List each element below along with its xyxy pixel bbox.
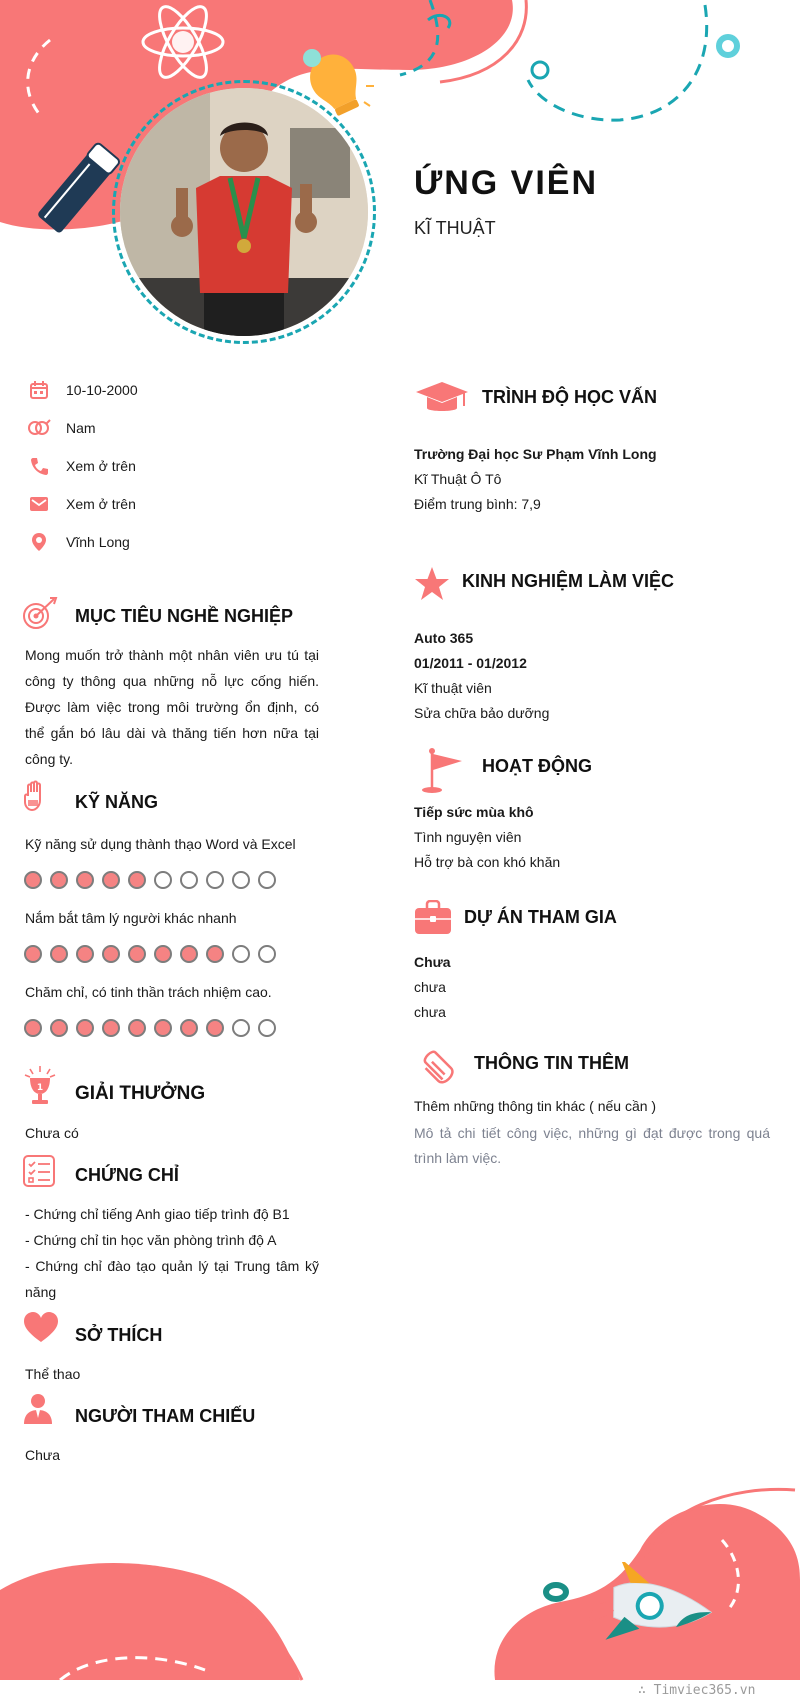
rating-dot-empty: [232, 945, 250, 963]
rating-dot-empty: [258, 945, 276, 963]
career-goal-text: Mong muốn trở thành một nhân viên ưu tú tại công ty thông qua những nỗ lực cống hiến. Được làm việc trong môi trường ổn định, có thể gắn bó lâu dài và thăng tiến hơn nữa tại công ty.: [25, 647, 319, 767]
rating-dot-filled: [76, 871, 94, 889]
birthday-value: 10-10-2000: [66, 382, 138, 398]
pencil-icon: [32, 140, 122, 240]
svg-text:1: 1: [36, 1083, 44, 1093]
email-value: Xem ở trên: [66, 496, 136, 512]
info-row-email: [26, 491, 136, 517]
info-row-birthday: [26, 377, 138, 403]
skill-label-word-excel: Kỹ năng sử dụng thành thạo Word và Excel: [25, 836, 296, 852]
location-value: Vĩnh Long: [66, 534, 130, 550]
awards-text: Chưa có: [25, 1125, 79, 1141]
project-line-2: chưa: [414, 1004, 446, 1020]
projects-title: DỰ ÁN THAM GIA: [464, 907, 617, 927]
projects-block: [414, 950, 451, 1025]
activities-block: [414, 800, 560, 875]
skill-label-diligence: Chăm chỉ, có tinh thần trách nhiệm cao.: [25, 984, 272, 1000]
additional-info-block: [414, 1094, 770, 1171]
rating-dot-filled: [180, 945, 198, 963]
candidate-photo: [120, 88, 368, 336]
rating-dot-empty: [154, 871, 172, 889]
education-block: [414, 442, 657, 517]
rating-dot-filled: [102, 1019, 120, 1037]
rating-dot-filled: [128, 945, 146, 963]
experience-description: Sửa chữa bảo dưỡng: [414, 705, 550, 721]
atom-icon: [138, 2, 228, 86]
rating-dot-empty: [258, 1019, 276, 1037]
rating-dot-filled: [206, 1019, 224, 1037]
experience-title: KINH NGHIỆM LÀM VIỆC: [462, 571, 675, 591]
paperclip-icon: [416, 1044, 462, 1088]
rating-dot-filled: [154, 1019, 172, 1037]
rating-dot-filled: [50, 945, 68, 963]
education-school: Trường Đại học Sư Phạm Vĩnh Long: [414, 446, 657, 462]
certificate-item: - Chứng chỉ đào tạo quản lý tại Trung tâm kỹ năng: [25, 1258, 319, 1300]
career-goal-title: MỤC TIÊU NGHỀ NGHIỆP: [75, 606, 294, 626]
references-text: Chưa: [25, 1447, 61, 1463]
watermark: ∴ Timviec365.vn: [638, 1683, 756, 1698]
rating-dot-filled: [24, 945, 42, 963]
activities-title: HOẠT ĐỘNG: [482, 756, 592, 776]
project-line-1: chưa: [414, 979, 446, 995]
activity-name: Tiếp sức mùa khô: [414, 804, 534, 820]
rating-dot-filled: [128, 871, 146, 889]
info-row-gender: [26, 415, 96, 441]
education-title: TRÌNH ĐỘ HỌC VẤN: [482, 387, 657, 407]
rating-dot-filled: [102, 945, 120, 963]
certificate-item: - Chứng chỉ tin học văn phòng trình độ A: [25, 1232, 277, 1248]
heart-icon: [22, 1310, 60, 1344]
location-icon: [26, 529, 52, 555]
rating-dot-filled: [24, 1019, 42, 1037]
rating-dot-empty: [258, 871, 276, 889]
info-row-location: [26, 529, 130, 555]
graduation-cap-icon: [414, 380, 470, 416]
rating-dot-empty: [180, 871, 198, 889]
rating-dot-empty: [206, 871, 224, 889]
hobbies-title: SỞ THÍCH: [75, 1325, 163, 1345]
rating-dot-filled: [76, 945, 94, 963]
rating-dot-filled: [180, 1019, 198, 1037]
info-row-phone: [26, 453, 136, 479]
rating-dot-filled: [154, 945, 172, 963]
experience-position: Kĩ thuật viên: [414, 680, 492, 696]
additional-info-title: THÔNG TIN THÊM: [474, 1053, 629, 1073]
project-name: Chưa: [414, 954, 451, 970]
gender-icon: [26, 415, 52, 441]
rating-dot-filled: [128, 1019, 146, 1037]
rating-dot-filled: [24, 871, 42, 889]
rating-dot-empty: [232, 1019, 250, 1037]
rating-dot-filled: [206, 945, 224, 963]
education-gpa: Điểm trung bình: 7,9: [414, 496, 541, 512]
additional-info-line-2: Mô tả chi tiết công việc, những gì đạt được trong quá trình làm việc.: [414, 1125, 770, 1166]
rating-dot-filled: [102, 871, 120, 889]
person-icon: [22, 1392, 54, 1426]
certificates-title: CHỨNG CHỈ: [75, 1165, 179, 1185]
skill-rating-diligence: [24, 1019, 276, 1037]
activity-role: Tình nguyện viên: [414, 829, 522, 845]
hand-icon: [22, 780, 50, 814]
gender-value: Nam: [66, 420, 96, 436]
additional-info-line-1: Thêm những thông tin khác ( nếu cần ): [414, 1098, 657, 1114]
skill-rating-psychology: [24, 945, 276, 963]
skill-rating-word-excel: [24, 871, 276, 889]
star-icon: [414, 566, 450, 602]
activity-description: Hỗ trợ bà con khó khăn: [414, 854, 561, 870]
rating-dot-empty: [232, 871, 250, 889]
skill-label-psychology: Nắm bắt tâm lý người khác nhanh: [25, 910, 237, 926]
hobbies-text: Thể thao: [25, 1366, 81, 1382]
target-icon: [22, 596, 58, 630]
rating-dot-filled: [50, 871, 68, 889]
experience-company: Auto 365: [414, 630, 474, 646]
references-title: NGƯỜI THAM CHIẾU: [75, 1406, 256, 1426]
awards-title: GIẢI THƯỞNG: [75, 1083, 206, 1104]
trophy-icon: [22, 1064, 58, 1106]
experience-block: [414, 626, 549, 726]
email-icon: [26, 491, 52, 517]
education-major: Kĩ Thuật Ô Tô: [414, 471, 502, 487]
flag-icon: [420, 746, 464, 794]
rocket-icon: [586, 1562, 716, 1672]
rating-dot-filled: [50, 1019, 68, 1037]
skills-title: KỸ NĂNG: [75, 792, 159, 812]
checklist-icon: [22, 1154, 56, 1188]
certificate-item: - Chứng chỉ tiếng Anh giao tiếp trình độ B1: [25, 1206, 290, 1222]
rating-dot-filled: [76, 1019, 94, 1037]
candidate-name: ỨNG VIÊN: [414, 164, 599, 202]
briefcase-icon: [414, 900, 452, 936]
phone-value: Xem ở trên: [66, 458, 136, 474]
calendar-icon: [26, 377, 52, 403]
job-title: KĨ THUẬT: [414, 218, 496, 238]
phone-icon: [26, 453, 52, 479]
experience-period: 01/2011 - 01/2012: [414, 655, 527, 671]
